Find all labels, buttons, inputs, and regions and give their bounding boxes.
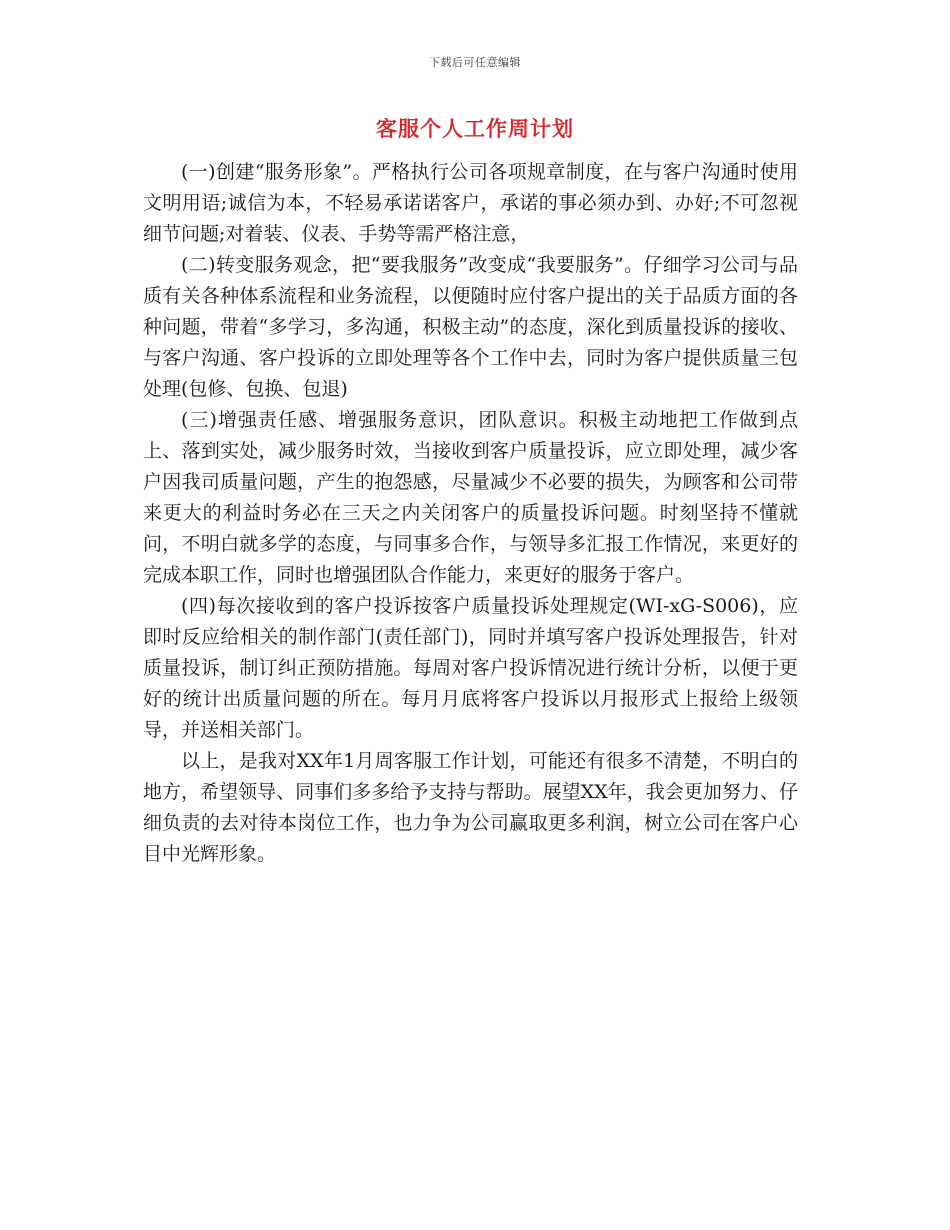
document-title: 客服个人工作周计划 [376,116,574,141]
paragraph-3: (三)增强责任感、增强服务意识，团队意识。积极主动地把工作做到点上、落到实处，减少服务时效，当接收到客户质量投诉，应立即处理，减少客户因我司质量问题，产生的抱怨感，尽量减少不必要的损失，为顾客和公司带来更大的利益时务必在三天之内关闭客户的质量投诉问题。时刻坚持不懂就问，不明白就多学的态度，与同事多合作，与领导多汇报工作情况，来更好的完成本职工作，同时也增强团队合作能力，来更好的服务于客户。 [143,409,798,586]
header-note: 下载后可任意编辑 [429,56,521,69]
paragraph-4: (四)每次接收到的客户投诉按客户质量投诉处理规定(WI-xG-S006)，应即时反应给相关的制作部门(责任部门)，同时并填写客户投诉处理报告，针对质量投诉，制订纠正预防措施。每周对客户投诉情况进行统计分析，以便于更好的统计出质量问题的所在。每月月底将客户投诉以月报形式上报给上级领导，并送相关部门。 [143,595,798,741]
paragraph-5: 以上，是我对XX年1月周客服工作计划，可能还有很多不清楚，不明白的地方，希望领导、同事们多多给予支持与帮助。展望XX年，我会更加努力、仔细负责的去对待本岗位工作，也力争为公司赢取更多利润，树立公司在客户心目中光辉形象。 [143,750,798,865]
paragraph-1: (一)创建“服务形象”。严格执行公司各项规章制度，在与客户沟通时使用文明用语;诚信为本，不轻易承诺诺客户，承诺的事必须办到、办好;不可忽视细节问题;对着装、仪表、手势等需严格注意， [143,161,798,245]
paragraph-2: (二)转变服务观念，把“要我服务”改变成“我要服务”。仔细学习公司与品质有关各种体系流程和业务流程，以便随时应付客户提出的关于品质方面的各种问题，带着“多学习，多沟通，积极主动”的态度，深化到质量投诉的接收、与客户沟通、客户投诉的立即处理等各个工作中去，同时为客户提供质量三包处理(包修、包换、包退) [143,254,798,400]
document-body [143,157,798,870]
